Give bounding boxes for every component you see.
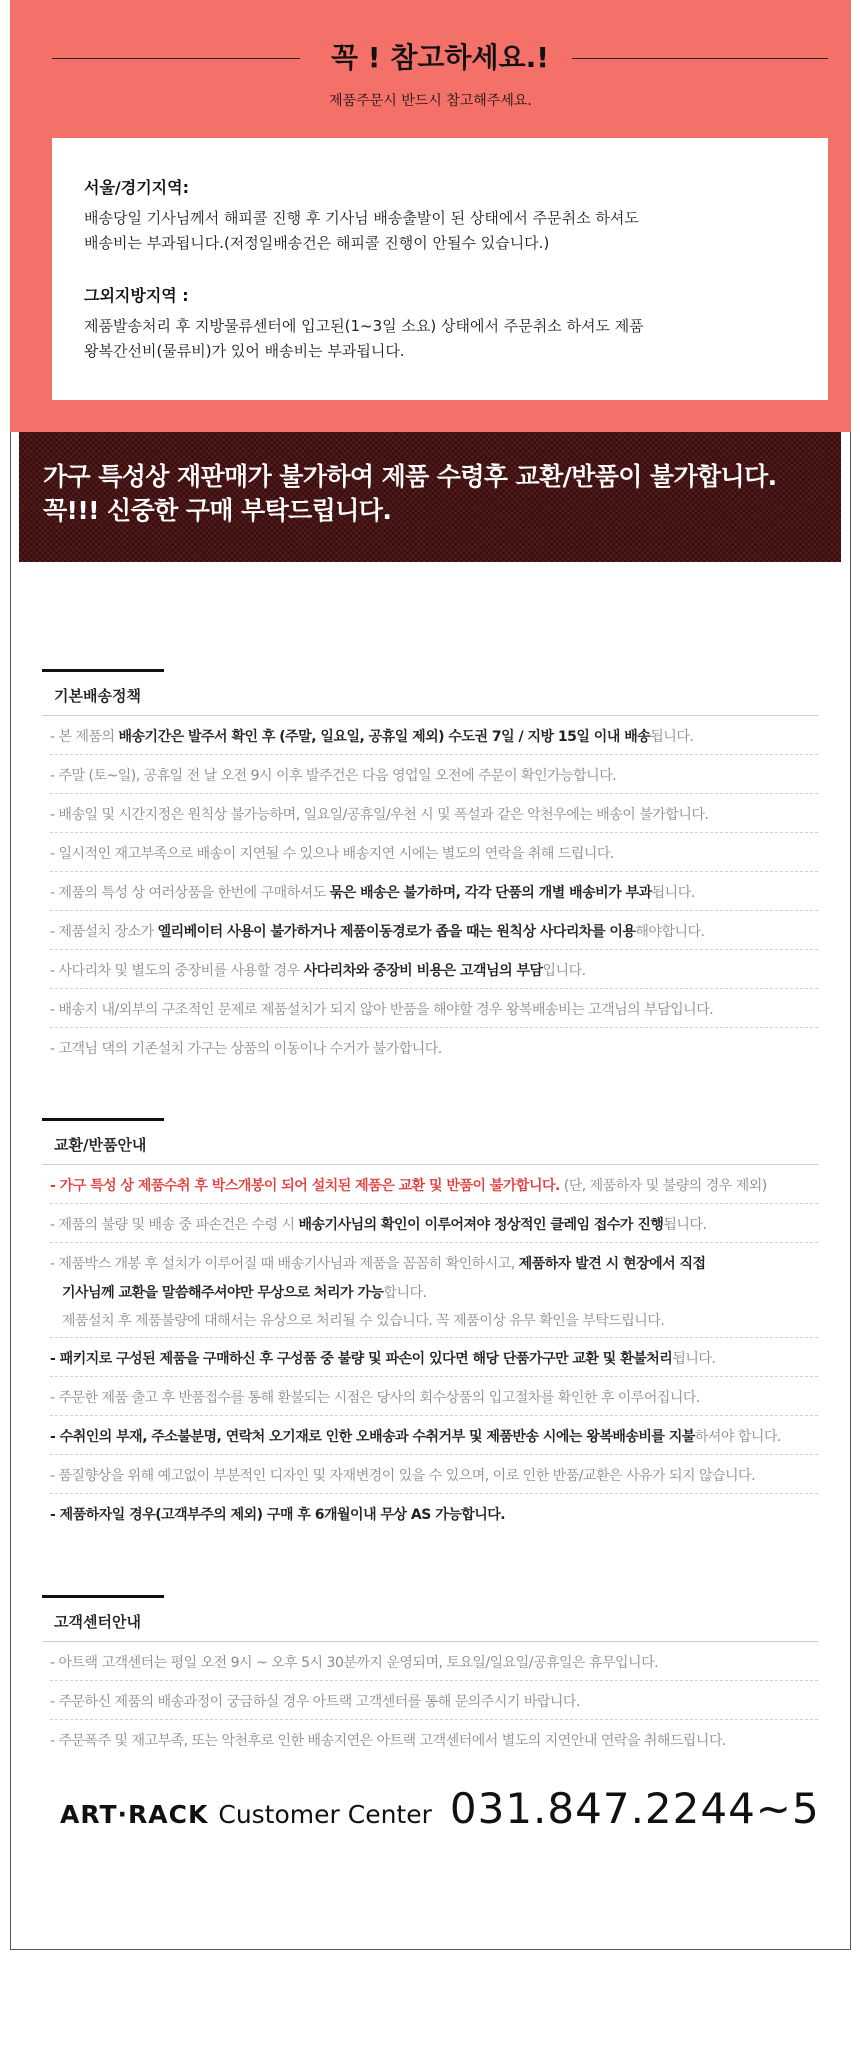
emphasis-text: 묶은 배송은 불가하며, 각각 단품의 개별 배송비가 부과 [329,885,652,901]
emphasis-text: - 수취인의 부재, 주소불분명, 연락처 오기재로 인한 오배송과 수취거부 및 제품반송 시에는 왕복배송비를 지불 [50,1429,695,1445]
item-text: (단, 제품하자 및 불량의 경우 제외) [559,1178,767,1194]
emphasis-text: - 패키지로 구성된 제품을 구매하신 후 구성품 중 불량 및 파손이 있다면 해당 단품가구만 교환 및 환불처리 [50,1351,673,1367]
title-bar [42,669,164,672]
item-text: - 아트랙 고객센터는 평일 오전 9시 ~ 오후 5시 30분까지 운영되며, 토요일/일요일/공휴일은 휴무입니다. [50,1655,659,1671]
list-item [50,872,818,911]
section-title-text: 교환/반품안내 [54,1136,147,1154]
list-item [50,1204,818,1243]
item-text: 입니다. [542,963,586,979]
notice-header [52,38,828,78]
title-bar [42,1595,164,1598]
list-item [50,794,818,833]
item-text: 됩니다. [672,1351,716,1367]
policy-list [42,716,818,1066]
region-text-capital [84,206,796,256]
item-text: - 제품박스 개봉 후 설치가 이루어질 때 배송기사님과 제품을 꼼꼼히 확인하시고, [50,1256,519,1272]
banner-line-1: 가구 특성상 재판매가 불가하여 제품 수령후 교환/반품이 불가합니다. [43,462,777,491]
customer-center-section [42,1595,818,1758]
region-line: 배송당일 기사님께서 해피콜 진행 후 기사님 배송출발이 된 상태에서 주문취소 하셔도 [84,209,639,227]
list-item [50,1494,818,1532]
item-text: - 주문폭주 및 재고부족, 또는 악천후로 인한 배송지연은 아트랙 고객센터에서 별도의 지연안내 연락을 취해드립니다. [50,1733,726,1749]
emphasis-text: 사다리차와 중장비 비용은 고객님의 부담 [303,963,543,979]
customer-center-label: Customer Center [218,1800,432,1829]
emphasis-text: - 가구 특성 상 제품수취 후 박스개봉이 되어 설치된 제품은 교환 및 반품이 불가합니다. [50,1178,560,1194]
region-text-province [84,314,796,364]
list-item [50,911,818,950]
item-text: - 제품의 특성 상 여러상품을 한번에 구매하셔도 [50,885,330,901]
item-text: - 사다리차 및 별도의 중장비를 사용할 경우 [50,963,304,979]
item-text: - 주문하신 제품의 배송과정이 궁금하실 경우 아트랙 고객센터를 통해 문의주시기 바랍니다. [50,1694,580,1710]
list-item [50,755,818,794]
emphasis-text: 배송기사님의 확인이 이루어져야 정상적인 클레임 접수가 진행 [298,1217,664,1233]
list-item [50,1642,818,1681]
list-item [50,833,818,872]
emphasis-text: 배송기간은 발주서 확인 후 (주말, 일요일, 공휴일 제외) 수도권 7일 / 지방 15일 이내 배송 [118,729,651,745]
item-text: - 주말 (토~일), 공휴일 전 날 오전 9시 이후 발주건은 다음 영업일 오전에 주문이 확인가능합니다. [50,768,617,784]
section-title [42,1118,818,1165]
item-text: 하셔야 합니다. [694,1429,781,1445]
banner-line-2: 꼭!!! 신중한 구매 부탁드립니다. [43,496,392,525]
emphasis-text: 제품하자 발견 시 현장에서 직접 [518,1256,706,1272]
title-bar [42,1118,164,1121]
item-text: 됩니다. [663,1217,707,1233]
notice-subtitle: 제품주문시 반드시 참고해주세요. [329,93,532,109]
list-item [50,1377,818,1416]
list-item [50,1720,818,1758]
region-line: 왕복간선비(물류비)가 있어 배송비는 부과됩니다. [84,342,405,360]
list-item [50,716,818,755]
item-text: 해야합니다. [635,924,705,940]
list-item [50,989,818,1028]
section-title [42,1595,818,1642]
emphasis-text: - 제품하자일 경우(고객부주의 제외) 구매 후 6개월이내 무상 AS 가능합니다. [50,1507,506,1523]
item-text: 됩니다. [650,729,694,745]
emphasis-text: 기사님께 교환을 말씀해주셔야만 무상으로 처리가 가능 [62,1285,384,1301]
region-heading-capital: 서울/경기지역: [84,178,189,197]
list-item [50,1243,818,1338]
list-item-continuation [50,1307,818,1335]
list-item [50,1338,818,1377]
section-title-text: 기본배송정책 [54,687,141,705]
notice-title: 꼭 ! 참고하세요.! [331,41,549,74]
item-text: - 고객님 댁의 기존설치 가구는 상품의 이동이나 수거가 불가합니다. [50,1041,442,1057]
item-text: - 배송일 및 시간지정은 원칙상 불가능하며, 일요일/공휴일/우천 시 및 폭설과 같은 악천우에는 배송이 불가합니다. [50,807,709,823]
item-text: - 일시적인 재고부족으로 배송이 지연될 수 있으나 배송지연 시에는 별도의 연락을 취해 드립니다. [50,846,614,862]
item-text: - 배송지 내/외부의 구조적인 문제로 제품설치가 되지 않아 반품을 해야할 경우 왕복배송비는 고객님의 부담입니다. [50,1002,714,1018]
list-item [50,1681,818,1720]
region-heading-province: 그외지방지역 : [84,286,189,305]
warning-banner [19,432,841,562]
returns-section [42,1118,818,1532]
customer-center-contact [60,1784,820,1844]
item-text: 제품설치 후 제품불량에 대해서는 유상으로 처리될 수 있습니다. 꼭 제품이상 유무 확인을 부탁드립니다. [62,1313,665,1329]
list-item-continuation [50,1279,818,1307]
brand-name: ART·RACK [60,1800,209,1829]
list-item [50,1165,818,1204]
item-text: - 본 제품의 [50,729,119,745]
policy-list [42,1165,818,1532]
notice-panel [10,0,851,432]
emphasis-text: 엘리베이터 사용이 불가하거나 제품이동경로가 좁을 때는 원칙상 사다리차를 이용 [157,924,636,940]
phone-number[interactable]: 031.847.2244~5 [449,1784,820,1833]
section-title-text: 고객센터안내 [54,1613,141,1631]
list-item [50,1416,818,1455]
list-item [50,1455,818,1494]
item-text: - 제품설치 장소가 [50,924,158,940]
list-item [50,1028,818,1066]
item-text: - 품질향상을 위해 예고없이 부분적인 디자인 및 자재변경이 있을 수 있으며, 이로 인한 반품/교환은 사유가 되지 않습니다. [50,1468,756,1484]
policy-list [42,1642,818,1758]
item-text: 합니다. [383,1285,427,1301]
list-item [50,950,818,989]
section-title [42,669,818,716]
region-line: 배송비는 부과됩니다.(저정일배송건은 해피콜 진행이 안될수 있습니다.) [84,234,550,252]
item-text: 됩니다. [651,885,695,901]
region-line: 제품발송처리 후 지방물류센터에 입고된(1~3일 소요) 상태에서 주문취소 하셔도 제품 [84,317,644,335]
item-text: - 주문한 제품 출고 후 반품접수를 통해 환불되는 시점은 당사의 회수상품의 입고절차를 확인한 후 이루어집니다. [50,1390,700,1406]
shipping-policy-section [42,669,818,1066]
item-text: - 제품의 불량 및 배송 중 파손건은 수령 시 [50,1217,299,1233]
notice-box [52,138,828,400]
